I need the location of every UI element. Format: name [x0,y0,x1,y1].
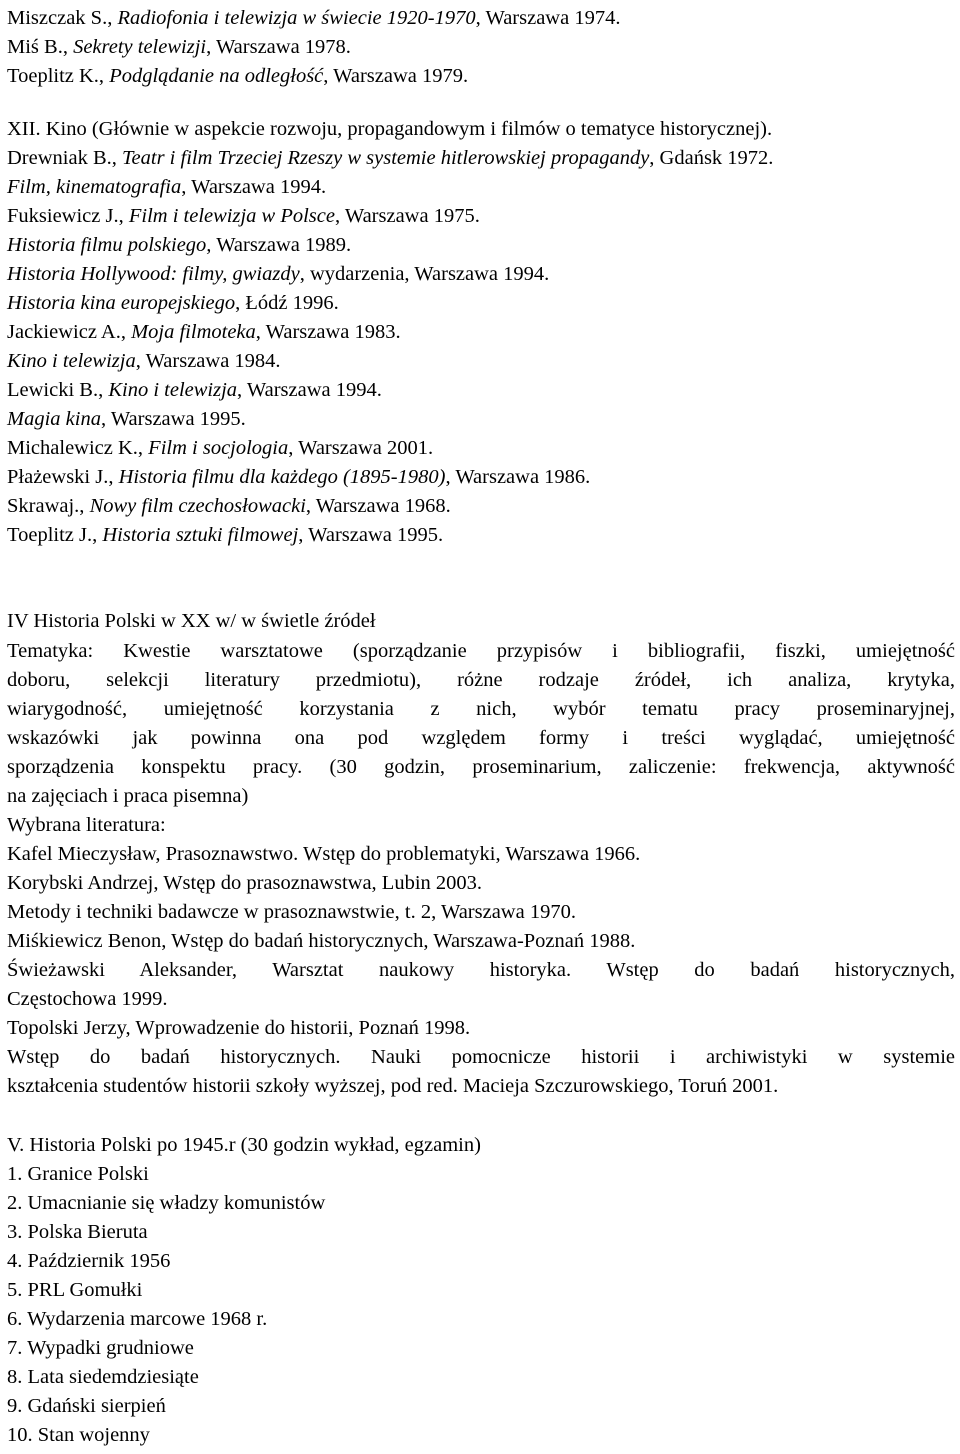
reference-entry [7,289,339,318]
reference-entry [7,260,549,289]
reference-entry [7,347,281,376]
reference-publication: Warszawa 1989. [211,234,352,256]
reference-publication: , Łódź 1996. [235,292,339,314]
reference-entry [7,62,468,91]
list-item: 8. Lata siedemdziesiąte [7,1366,199,1388]
reference-author: Toeplitz J., [7,524,103,546]
reference-entry [7,173,326,202]
reference-publication: , Warszawa 1994. [237,379,382,401]
reference-title: Film i socjologia [148,437,289,459]
reference-author: Miś B., [7,36,74,58]
list-item: 1. Granice Polski [7,1163,149,1185]
reference-title: Historia Hollywood: filmy, gwiazdy [7,263,300,285]
list-item: 3. Polska Bieruta [7,1221,148,1243]
reference-entry [7,33,351,62]
reference-entry [7,4,620,33]
reference-title: Sekrety telewizji [73,36,207,58]
reference-publication: , Warszawa 1968. [305,495,451,517]
literature-entry: Metody i techniki badawcze w prasoznawstwie, t. 2, Warszawa 1970. [7,901,576,923]
reference-title: Kino i telewizja [7,350,136,372]
section-xii-heading: XII. Kino (Głównie w aspekcie rozwoju, propagandowym i filmów o tematyce historycznej). [7,118,773,140]
reference-title: Film i telewizja w Polsce [128,205,335,227]
tematyka-text-line: wiarygodność, umiejętność korzystania z nich, wybór tematu pracy proseminaryjnej, [7,698,955,720]
reference-title: Historia kina europejskiego [7,292,236,314]
reference-author: Płażewski J., [7,466,119,488]
reference-entry [7,376,382,405]
tematyka-text-line: wskazówki jak powinna ona pod względem formy i treści wyglądać, umiejętność [7,727,955,749]
list-item: 4. Październik 1956 [7,1250,171,1272]
reference-entry [7,144,773,173]
literature-entry: Częstochowa 1999. [7,988,168,1010]
reference-publication: , Warszawa 1986. [445,466,591,488]
reference-title: Historia filmu polskiego, [7,234,212,256]
reference-publication: , Warszawa 1984. [135,350,281,372]
reference-publication: , Warszawa 1994. [181,176,327,198]
reference-author: Drewniak B., [7,147,123,169]
reference-entry [7,318,401,347]
reference-entry [7,492,451,521]
tematyka-text-line: Tematyka: Kwestie warsztatowe (sporządzanie przypisów i bibliografii, fiszki, umiejętność [7,640,955,662]
reference-author: Lewicki B., [7,379,109,401]
reference-publication: , Warszawa 1975. [334,205,480,227]
reference-title: Historia filmu dla każdego (1895-1980) [118,466,446,488]
literature-label: Wybrana literatura: [7,814,166,836]
reference-title: Magia kina [7,408,101,430]
literature-entry: Kafel Mieczysław, Prasoznawstwo. Wstęp do problematyki, Warszawa 1966. [7,843,641,865]
reference-title: Teatr i film Trzeciej Rzeszy w systemie hitlerowskiej propagandy [122,147,650,169]
reference-publication: , Warszawa 1995. [298,524,444,546]
reference-author: Skrawaj., [7,495,90,517]
reference-entry [7,405,246,434]
list-item: 9. Gdański sierpień [7,1395,166,1417]
reference-publication: , Warszawa 1974. [475,7,621,29]
reference-publication: , Warszawa 1995. [100,408,246,430]
reference-publication: , Warszawa 1979. [323,65,469,87]
tematyka-text-line: na zajęciach i praca pisemna) [7,785,249,807]
reference-title: Radiofonia i telewizja w świecie 1920-1970 [117,7,476,29]
list-item: 10. Stan wojenny [7,1424,150,1446]
reference-author: Toeplitz K., [7,65,110,87]
reference-title: Moja filmoteka [131,321,256,343]
list-item: 7. Wypadki grudniowe [7,1337,194,1359]
list-item: 2. Umacnianie się władzy komunistów [7,1192,326,1214]
reference-entry [7,231,351,260]
literature-entry: Korybski Andrzej, Wstęp do prasoznawstwa, Lubin 2003. [7,872,483,894]
reference-title: Kino i telewizja [108,379,238,401]
reference-author: Michalewicz K., [7,437,149,459]
reference-title: Nowy film czechosłowacki [89,495,306,517]
reference-publication: , Warszawa 1978. [206,36,351,58]
section-v-heading: V. Historia Polski po 1945.r (30 godzin wykład, egzamin) [7,1134,481,1156]
reference-title: Film, kinematografia [7,176,182,198]
literature-entry: Świeżawski Aleksander, Warsztat naukowy historyka. Wstęp do badań historycznych, [7,959,955,981]
reference-publication: , Warszawa 2001. [288,437,434,459]
reference-publication: , Gdańsk 1972. [649,147,774,169]
reference-entry [7,463,590,492]
literature-entry: Wstęp do badań historycznych. Nauki pomocnicze historii i archiwistyki w systemie [7,1046,955,1068]
literature-entry: Topolski Jerzy, Wprowadzenie do historii, Poznań 1998. [7,1017,471,1039]
literature-entry: kształcenia studentów historii szkoły wyższej, pod red. Macieja Szczurowskiego, Toruń 2001. [7,1075,779,1097]
reference-entry [7,521,443,550]
reference-author: Fuksiewicz J., [7,205,129,227]
list-item: 6. Wydarzenia marcowe 1968 r. [7,1308,268,1330]
literature-entry: Miśkiewicz Benon, Wstęp do badań historycznych, Warszawa-Poznań 1988. [7,930,636,952]
reference-author: Miszczak S., [7,7,118,29]
section-iv-heading: IV Historia Polski w XX w/ w świetle źródeł [7,610,376,632]
reference-publication: , wydarzenia, Warszawa 1994. [299,263,550,285]
reference-publication: , Warszawa 1983. [255,321,401,343]
reference-author: Jackiewicz A., [7,321,132,343]
reference-entry [7,202,480,231]
list-item: 5. PRL Gomułki [7,1279,143,1301]
reference-title: Podglądanie na odległość [109,65,324,87]
tematyka-text-line: sporządzenia konspektu pracy. (30 godzin, proseminarium, zaliczenie: frekwencja, aktywność [7,756,955,778]
reference-title: Historia sztuki filmowej [102,524,299,546]
tematyka-text-line: doboru, selekcji literatury przedmiotu), różne rodzaje źródeł, ich analiza, krytyka, [7,669,955,691]
reference-entry [7,434,433,463]
